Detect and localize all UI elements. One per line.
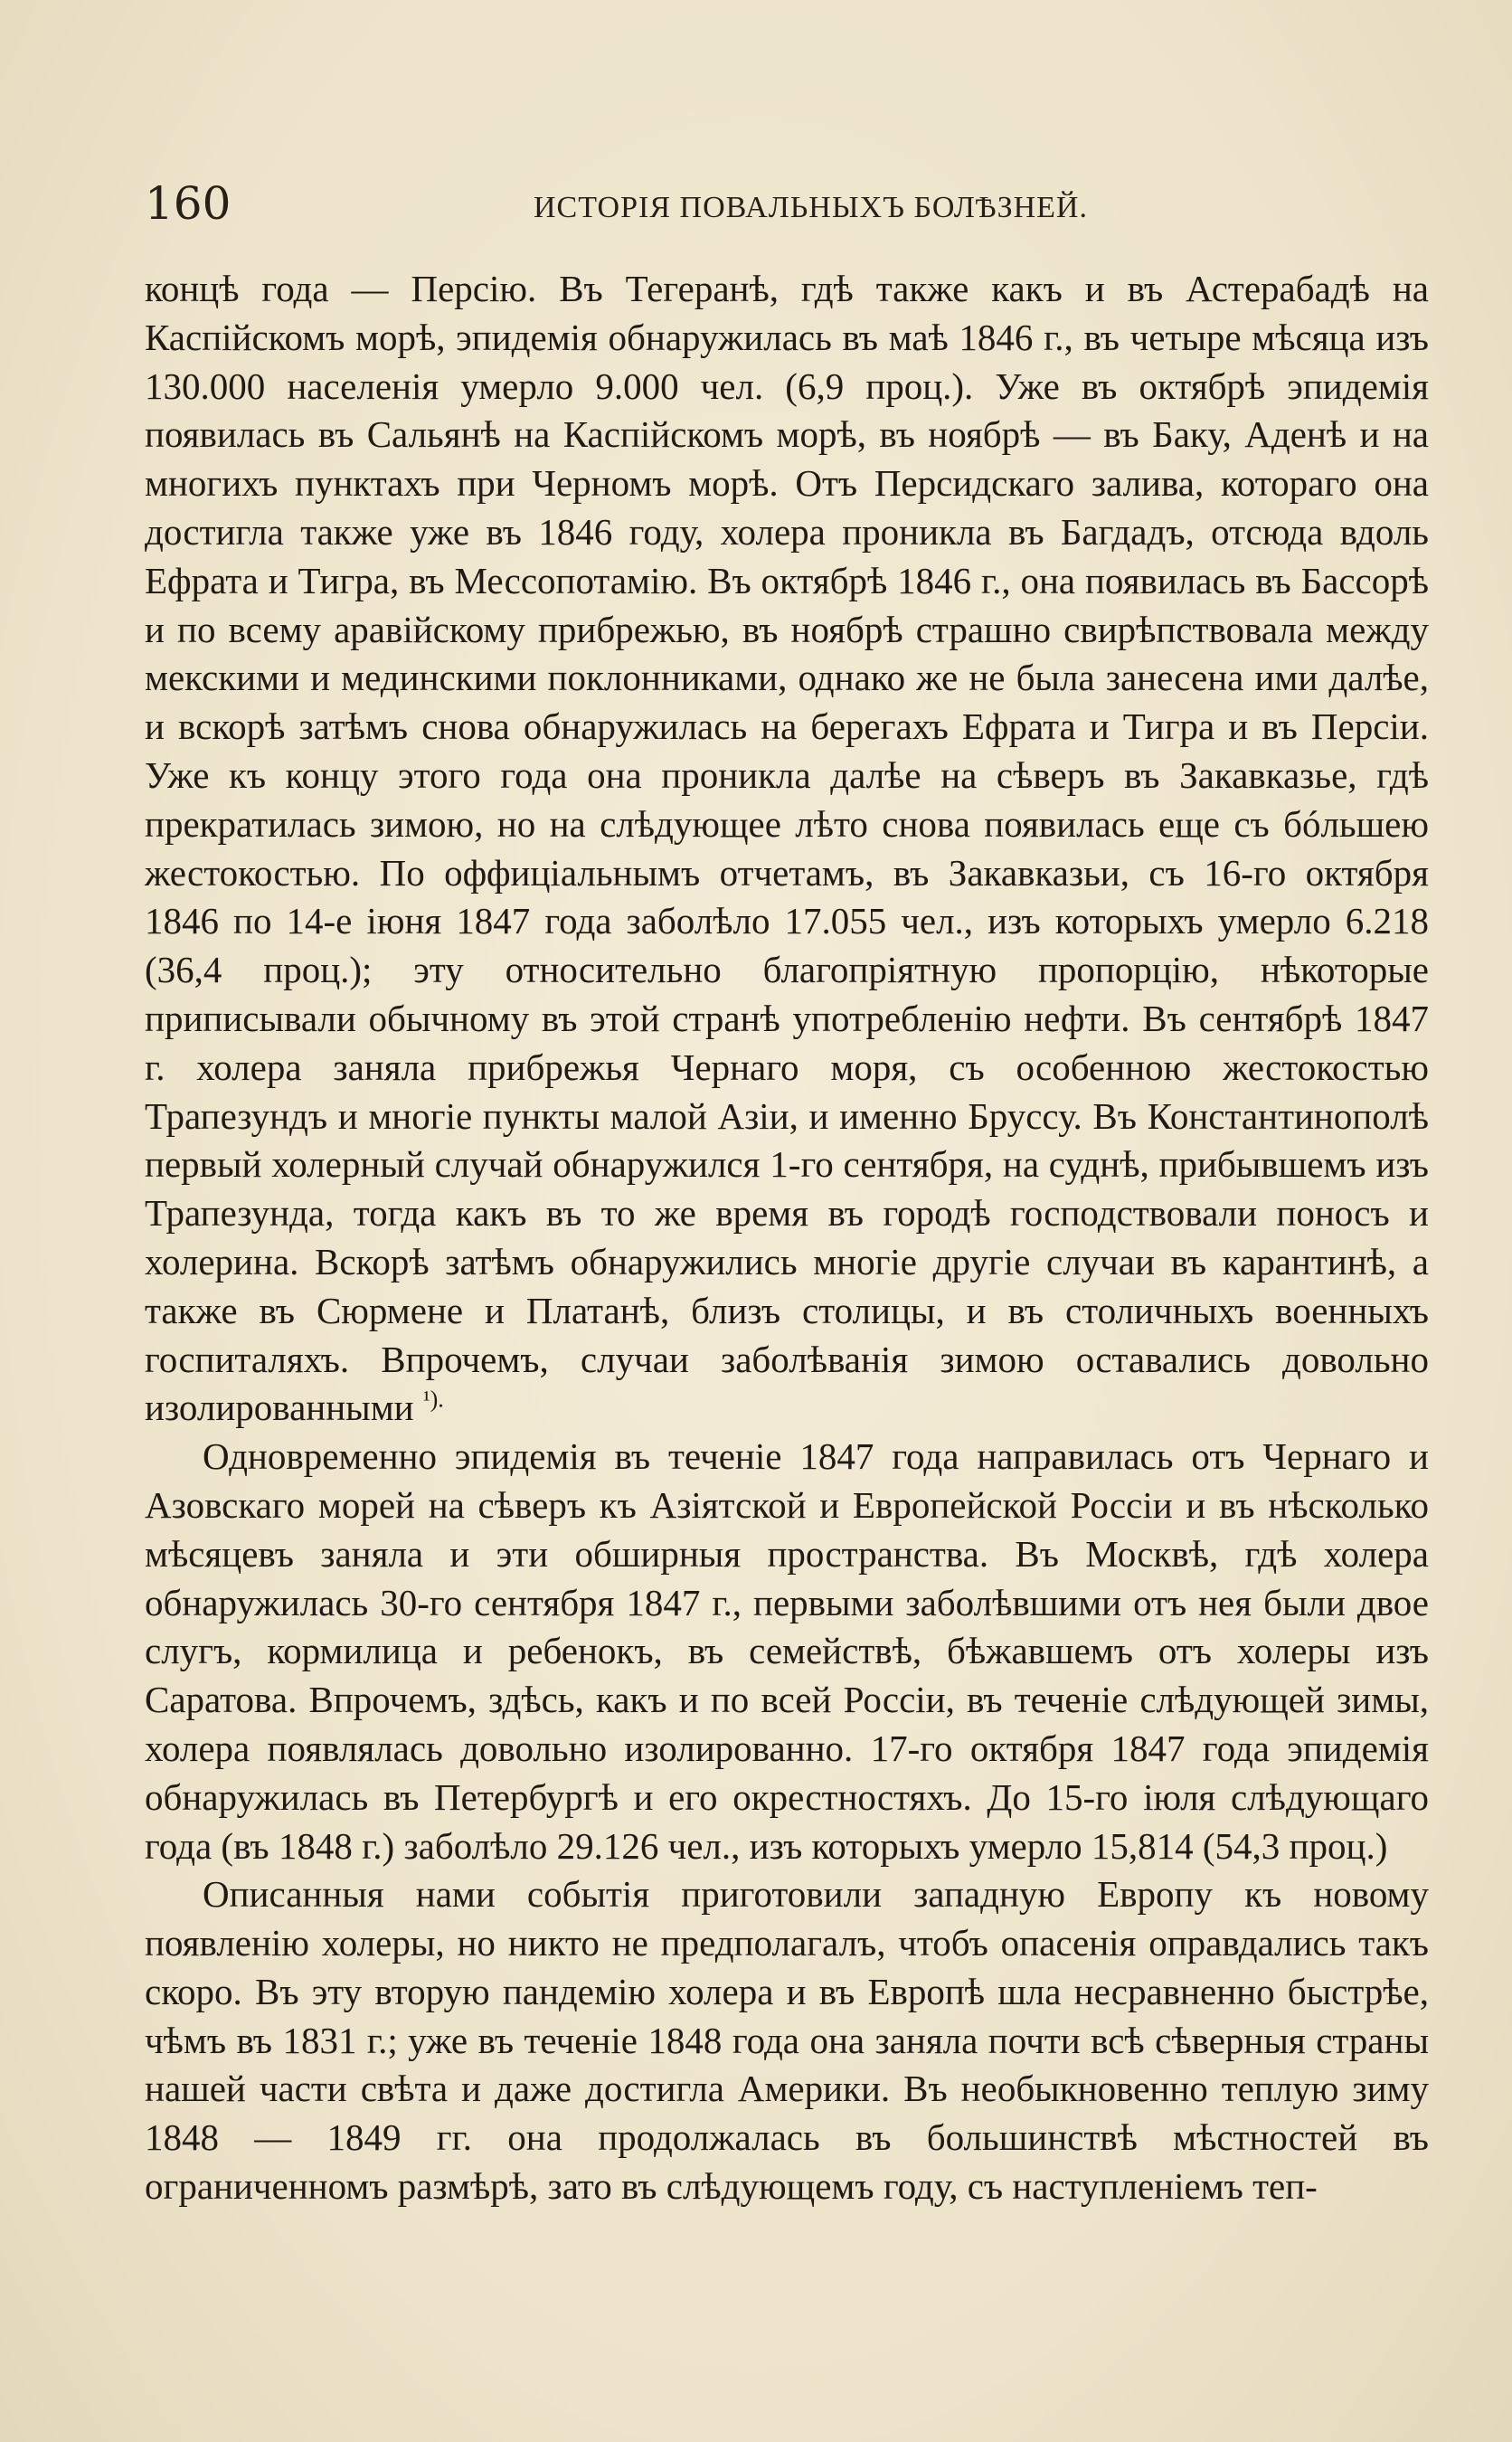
paragraph: [145, 1870, 1429, 2211]
paragraph-text: Одновременно эпидемія въ теченіе 1847 года направилась отъ Чернаго и Азовскаго морей на сѣверъ къ Азіятской и Европейской Россіи и въ нѣсколько мѣсяцевъ заняла и эти обширныя пространства. Въ Москвѣ, гдѣ холера обнаружилась 30-го сентября 1847 г., первыми заболѣвшими отъ нея были двое слугъ, кормилица и ребенокъ, въ семействѣ, бѣжавшемъ отъ холеры изъ Саратова. Впрочемъ, здѣсь, какъ и по всей Россіи, въ теченіе слѣдующей зимы, холера появлялась довольно изолированно. 17-го октября 1847 года эпидемія обнаружилась въ Петербургѣ и его окрестностяхъ. До 15-го іюля слѣдующаго года (въ 1848 г.) заболѣло 29.126 чел., изъ которыхъ умерло 15,814 (54,3 проц.): [145, 1435, 1429, 1867]
page-header: [145, 172, 1447, 235]
footnote-reference: ¹).: [422, 1386, 444, 1413]
paragraph-text: концѣ года — Персію. Въ Тегеранѣ, гдѣ также какъ и въ Астерабадѣ на Каспійскомъ морѣ, эпидемія обнаружилась въ маѣ 1846 г., въ четыре мѣсяца изъ 130.000 населенія умерло 9.000 чел. (6,9 проц.). Уже въ октябрѣ эпидемія появилась въ Сальянѣ на Каспійскомъ морѣ, въ ноябрѣ — въ Баку, Аденѣ и на многихъ пунктахъ при Черномъ морѣ. Отъ Персидскаго залива, котораго она достигла также уже въ 1846 году, холера проникла въ Багдадъ, отсюда вдоль Ефрата и Тигра, въ Мессопотамію. Въ октябрѣ 1846 г., она появилась въ Бассорѣ и по всему аравійскому прибрежью, въ ноябрѣ страшно свирѣпствовала между мекскими и мединскими поклонниками, однако же не была занесена ими далѣе, и вскорѣ затѣмъ снова обнаружилась на берегахъ Ефрата и Тигра и въ Персіи. Уже къ концу этого года она проникла далѣе на сѣверъ въ Закавказье, гдѣ прекратилась зимою, но на слѣдующее лѣто снова появилась еще съ бóльшею жестокостью. По оффиціальнымъ отчетамъ, въ Закавказьи, съ 16-го октября 1846 по 14-е іюня 1847 года заболѣло 17.055 чел., изъ которыхъ умерло 6.218 (36,4 проц.); эту относительно благопріятную пропорцію, нѣкоторые приписывали обычному въ этой странѣ употребленію нефти. Въ сентябрѣ 1847 г. холера заняла прибрежья Чернаго моря, съ особенною жестокостью Трапезундъ и многіе пункты малой Азіи, и именно Бруссу. Въ Константинополѣ первый холерный случай обнаружился 1-го сентября, на суднѣ, прибывшемъ изъ Трапезунда, тогда какъ въ то же время въ городѣ господствовали поносъ и холерина. Вскорѣ затѣмъ обнаружились многіе другіе случаи въ карантинѣ, а также въ Сюрмене и Платанѣ, близъ столицы, и въ столичныхъ военныхъ госпиталяхъ. Впрочемъ, случаи заболѣванія зимою оставались довольно изолированными: [145, 268, 1429, 1429]
page-number: 160: [145, 177, 232, 230]
running-title: ИСТОРІЯ ПОВАЛЬНЫХЪ БОЛѢЗНЕЙ.: [534, 191, 1088, 224]
paragraph: [145, 265, 1429, 1433]
paragraph: [145, 1433, 1429, 1870]
paragraph-text: Описанныя нами событія приготовили западную Европу къ новому появленію холеры, но никто не предполагалъ, чтобъ опасенія оправдались такъ скоро. Въ эту вторую пандемію холера и въ Европѣ шла несравненно быстрѣе, чѣмъ въ 1831 г.; уже въ теченіе 1848 года она заняла почти всѣ сѣверныя страны нашей части свѣта и даже достигла Америки. Въ необыкновенно теплую зиму 1848 — 1849 гг. она продолжалась въ большинствѣ мѣстностей въ ограниченномъ размѣрѣ, зато въ слѣдующемъ году, съ наступленіемъ теп-: [145, 1873, 1429, 2208]
body-text: [145, 265, 1429, 2211]
